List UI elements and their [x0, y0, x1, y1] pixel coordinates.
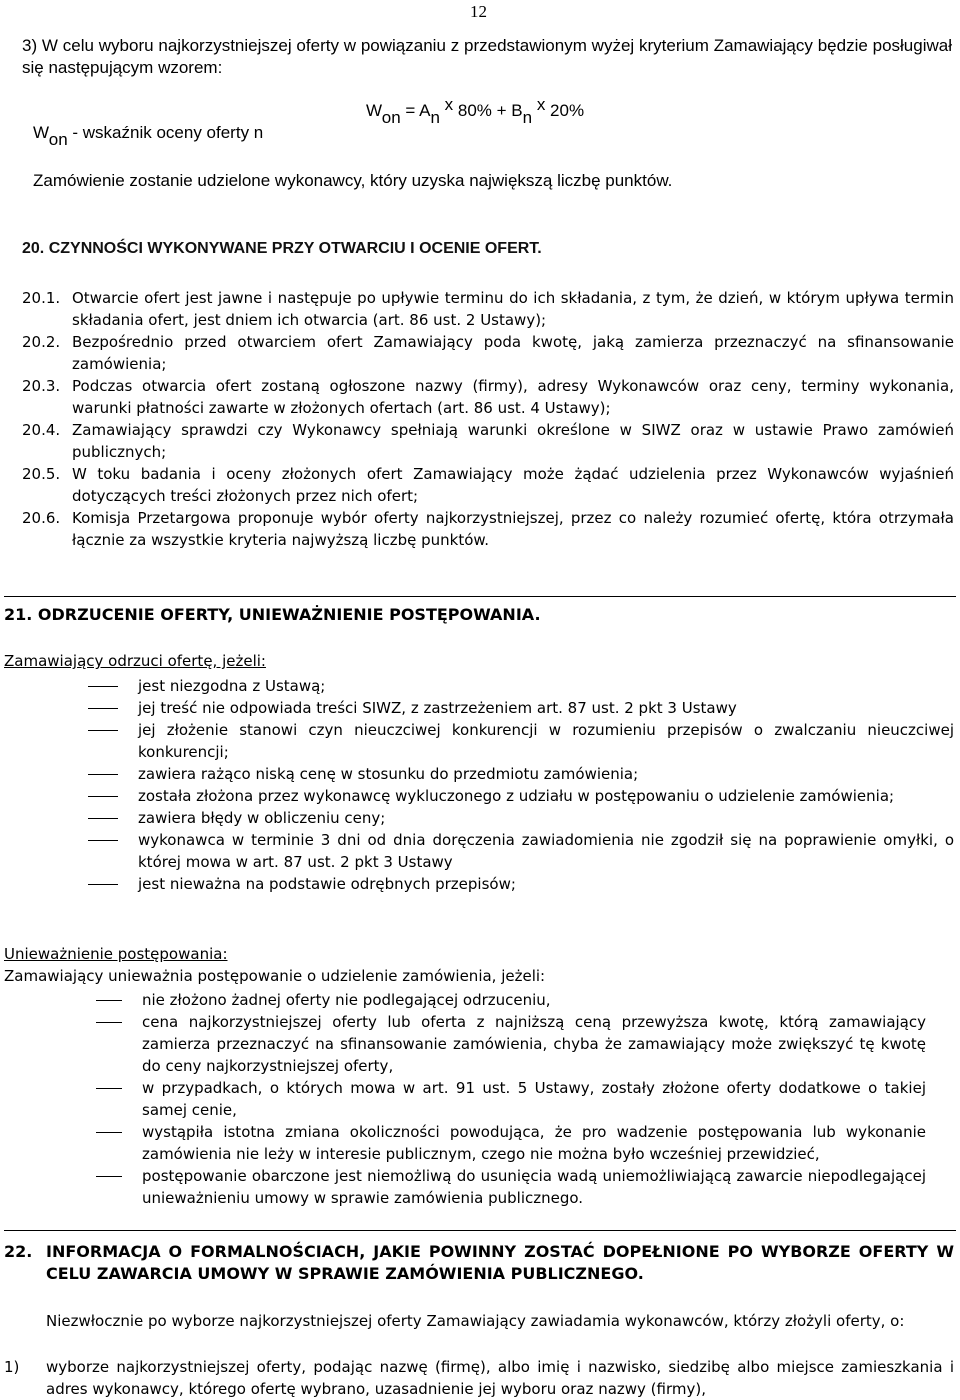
reject-list-item	[88, 807, 954, 829]
formula-eq-a: = A	[400, 101, 431, 120]
list-item-text: nie złożono żadnej oferty nie podlegającej odrzuceniu,	[142, 991, 551, 1009]
item-number: 20.2.	[22, 333, 61, 351]
list-item-text: cena najkorzystniejszej oferty lub oferta z najniższą ceną przewyższa kwotę, którą zamawiający zamierza przeznaczyć na sfinansowanie zamówienia, chyba że zamawiający może zwiększyć tę kwotę do ceny najkorzystniejszej oferty,	[142, 1013, 926, 1075]
dash-bullet	[88, 818, 118, 819]
item-number: 20.1.	[22, 289, 61, 307]
item-text: W toku badania i oceny złożonych ofert Zamawiający może żądać udzielenia przez Wykonawców wyjaśnień dotyczących treści złożonych przez nich ofert;	[72, 465, 954, 505]
dash-bullet	[88, 884, 118, 885]
dash-bullet	[88, 708, 118, 709]
reject-list-item	[88, 675, 954, 697]
page-number: 12	[470, 2, 487, 21]
item-text: Zamawiający sprawdzi czy Wykonawcy spełniają warunki określone w SIWZ oraz w ustawie Prawo zamówień publicznych;	[72, 421, 954, 461]
cancel-list-item	[96, 1121, 926, 1165]
cancel-heading: Unieważnienie postępowania:	[4, 945, 228, 963]
dash-bullet	[88, 840, 118, 841]
section-22-title: INFORMACJA O FORMALNOŚCIACH, JAKIE POWINNY ZOSTAĆ DOPEŁNIONE PO WYBORZE OFERTY W CELU ZAWARCIA UMOWY W SPRAWIE ZAMÓWIENIA PUBLICZNEGO.	[46, 1242, 954, 1283]
list-item-text: zawiera błędy w obliczeniu ceny;	[138, 809, 386, 827]
item-text: wyborze najkorzystniejszej oferty, podając nazwę (firmę), albo imię i nazwisko, siedzibę albo miejsce zamieszkania i adres wykonawcy, którego ofertę wybrano, uzasadnienie jej wyboru oraz nazwy (firmy),	[46, 1358, 954, 1398]
formula-w: W	[366, 101, 382, 120]
section-22-rule	[4, 1230, 956, 1231]
item-text: Podczas otwarcia ofert zostaną ogłoszone nazwy (firmy), adresy Wykonawców oraz ceny, terminy wykonania, warunki płatności zawarte w złożonych ofertach (art. 86 ust. 4 Ustawy);	[72, 377, 954, 417]
section-21-heading: 21. ODRZUCENIE OFERTY, UNIEWAŻNIENIE POSTĘPOWANIA.	[4, 605, 541, 624]
list-item-text: jej złożenie stanowi czyn nieuczciwej konkurencji w rozumieniu przepisów o zwalczaniu nieuczciwej konkurencji;	[138, 721, 954, 761]
item-text: Bezpośrednio przed otwarciem ofert Zamawiający poda kwotę, jaką zamierza przeznaczyć na sfinansowanie zamówienia;	[72, 333, 954, 373]
section-22-items	[4, 1356, 954, 1400]
list-item-text: postępowanie obarczone jest niemożliwą do usunięcia wadą uniemożliwiającą zawarcie niepodlegającej unieważnieniu umowy w sprawie zamówienia publicznego.	[142, 1167, 926, 1207]
reject-list-item	[88, 785, 954, 807]
list-item-text: jest nieważna na podstawie odrębnych przepisów;	[138, 875, 516, 893]
formula-p20: 20%	[550, 101, 585, 120]
formula	[366, 95, 585, 127]
cancel-intro: Zamawiający unieważnia postępowanie o udzielenie zamówienia, jeżeli:	[4, 967, 546, 985]
item-number: 20.3.	[22, 377, 61, 395]
dash-bullet	[88, 774, 118, 775]
dash-bullet	[96, 1000, 122, 1001]
reject-list-item	[88, 697, 954, 719]
def-w: W	[33, 123, 49, 142]
item-number: 20.6.	[22, 509, 61, 527]
section-22-number: 22.	[4, 1242, 33, 1261]
section-20-items	[22, 287, 954, 551]
item-number: 20.5.	[22, 465, 61, 483]
section-20-item	[22, 463, 954, 507]
item-number: 1)	[4, 1358, 20, 1376]
section-22-heading	[4, 1241, 954, 1285]
item-text: Otwarcie ofert jest jawne i następuje po upływie terminu do ich składania, z tym, że dzień, w którym upływa termin składania ofert, jest dniem ich otwarcia (art. 86 ust. 2 Ustawy);	[72, 289, 954, 329]
section-20-item	[22, 419, 954, 463]
formula-x1: x	[439, 95, 458, 114]
list-item-text: wykonawca w terminie 3 dni od dnia doręczenia zawiadomienia nie zgodził się na poprawienie omyłki, o której mowa w art. 87 ust. 2 pkt 3 Ustawy	[138, 831, 954, 871]
formula-on: on	[381, 108, 401, 127]
dash-bullet	[88, 686, 118, 687]
dash-bullet	[96, 1132, 122, 1133]
list-item-text: jej treść nie odpowiada treści SIWZ, z zastrzeżeniem art. 87 ust. 2 pkt 3 Ustawy	[138, 699, 737, 717]
dash-bullet	[96, 1176, 122, 1177]
item-number: 20.4.	[22, 421, 61, 439]
formula-definition	[33, 123, 264, 149]
section-20-item	[22, 287, 954, 331]
list-item-text: została złożona przez wykonawcę wykluczonego z udziału w postępowaniu o udzielenie zamówienia;	[138, 787, 895, 805]
cancel-list	[96, 989, 926, 1209]
reject-heading: Zamawiający odrzuci ofertę, jeżeli:	[4, 652, 266, 670]
def-on: on	[48, 130, 68, 149]
section-20-heading: 20. CZYNNOŚCI WYKONYWANE PRZY OTWARCIU I OCENIE OFERT.	[22, 240, 542, 257]
reject-list-item	[88, 719, 954, 763]
formula-n1: n	[430, 108, 440, 127]
section-22-intro: Niezwłocznie po wyborze najkorzystniejszej oferty Zamawiający zawiadamia wykonawców, którzy złożyli oferty, o:	[46, 1312, 905, 1330]
dash-bullet	[96, 1022, 122, 1023]
section-20-item	[22, 507, 954, 551]
cancel-list-item	[96, 989, 926, 1011]
section-21-rule	[4, 596, 956, 597]
award-sentence: Zamówienie zostanie udzielone wykonawcy, który uzyska największą liczbę punktów.	[33, 171, 673, 190]
item-3-paragraph: 3) W celu wyboru najkorzystniejszej oferty w powiązaniu z przedstawionym wyżej kryterium Zamawiający będzie posługiwał się następującym wzorem:	[22, 36, 952, 77]
list-item-text: jest niezgodna z Ustawą;	[138, 677, 326, 695]
cancel-list-item	[96, 1165, 926, 1209]
dash-bullet	[88, 796, 118, 797]
dash-bullet	[96, 1088, 122, 1089]
item-text: Komisja Przetargowa proponuje wybór oferty najkorzystniejszej, przez co należy rozumieć ofertę, która otrzymała łącznie za wszystkie kryteria najwyższą liczbę punktów.	[72, 509, 954, 549]
reject-list-item	[88, 873, 954, 895]
section-22-item	[4, 1356, 954, 1400]
reject-list-item	[88, 763, 954, 785]
list-item-text: w przypadkach, o których mowa w art. 91 ust. 5 Ustawy, zostały złożone oferty dodatkowe o takiej samej cenie,	[142, 1079, 926, 1119]
reject-list-item	[88, 829, 954, 873]
formula-p80: 80% + B	[457, 101, 523, 120]
cancel-list-item	[96, 1077, 926, 1121]
formula-x2: x	[532, 95, 551, 114]
def-text: - wskaźnik oceny oferty n	[67, 123, 264, 142]
section-20-item	[22, 331, 954, 375]
dash-bullet	[88, 730, 118, 731]
formula-n2: n	[522, 108, 533, 127]
cancel-list-item	[96, 1011, 926, 1077]
reject-list	[88, 675, 954, 895]
list-item-text: wystąpiła istotna zmiana okoliczności powodująca, że pro wadzenie postępowania lub wykonanie zamówienia nie leży w interesie publicznym, czego nie można było wcześniej przewidzieć,	[142, 1123, 926, 1163]
list-item-text: zawiera rażąco niską cenę w stosunku do przedmiotu zamówienia;	[138, 765, 639, 783]
section-20-item	[22, 375, 954, 419]
